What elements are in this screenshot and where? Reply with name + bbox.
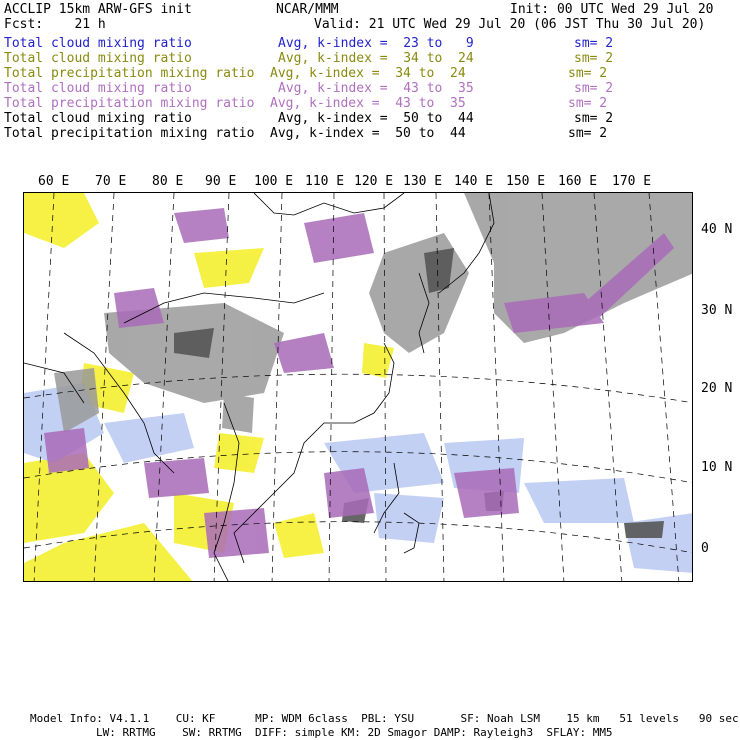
field-sm: sm= 2 (574, 81, 614, 96)
lon-label: 150 E (506, 174, 546, 189)
field-name: Total cloud mixing ratio (4, 51, 192, 66)
field-sm: sm= 2 (574, 51, 614, 66)
title-left: ACCLIP 15km ARW-GFS init (4, 2, 192, 17)
lat-label: 10 N (701, 460, 733, 475)
field-name: Total precipitation mixing ratio (4, 96, 255, 111)
lon-label: 80 E (152, 174, 184, 189)
field-name: Total cloud mixing ratio (4, 36, 192, 51)
lon-label: 100 E (254, 174, 294, 189)
lon-label: 70 E (95, 174, 127, 189)
field-range: Avg, k-index = 34 to 24 (270, 66, 466, 81)
lat-label: 20 N (701, 381, 733, 396)
lat-label: 30 N (701, 303, 733, 318)
lon-label: 160 E (558, 174, 598, 189)
field-name: Total cloud mixing ratio (4, 81, 192, 96)
field-name: Total precipitation mixing ratio (4, 126, 255, 141)
lon-label: 140 E (454, 174, 494, 189)
lon-label: 130 E (403, 174, 443, 189)
field-sm: sm= 2 (574, 111, 614, 126)
field-range: Avg, k-index = 34 to 24 (278, 51, 474, 66)
lon-label: 170 E (612, 174, 652, 189)
lat-label: 0 (701, 541, 709, 556)
field-range: Avg, k-index = 43 to 35 (270, 96, 466, 111)
field-range: Avg, k-index = 43 to 35 (278, 81, 474, 96)
field-range: Avg, k-index = 50 to 44 (270, 126, 466, 141)
field-sm: sm= 2 (574, 36, 614, 51)
field-sm: sm= 2 (568, 126, 608, 141)
field-range: Avg, k-index = 50 to 44 (278, 111, 474, 126)
init-time: Init: 00 UTC Wed 29 Jul 20 (510, 2, 714, 17)
lon-label: 90 E (205, 174, 237, 189)
valid-time: Valid: 21 UTC Wed 29 Jul 20 (06 JST Thu 30 Jul 20) (314, 17, 706, 32)
lon-label: 60 E (38, 174, 70, 189)
field-sm: sm= 2 (568, 96, 608, 111)
field-name: Total precipitation mixing ratio (4, 66, 255, 81)
lon-label: 120 E (354, 174, 394, 189)
lat-label: 40 N (701, 222, 733, 237)
forecast-map (23, 192, 693, 582)
forecast-hour: Fcst: 21 h (4, 17, 106, 32)
model-info-line1: Model Info: V4.1.1 CU: KF MP: WDM 6class PBL: YSU SF: Noah LSM 15 km 51 levels 90 sec (30, 712, 739, 725)
map-canvas (24, 193, 693, 582)
field-name: Total cloud mixing ratio (4, 111, 192, 126)
model-info-line2: LW: RRTMG SW: RRTMG DIFF: simple KM: 2D Smagor DAMP: Rayleigh3 SFLAY: MM5 (96, 726, 613, 739)
title-center: NCAR/MMM (276, 2, 339, 17)
field-range: Avg, k-index = 23 to 9 (278, 36, 474, 51)
lon-label: 110 E (305, 174, 345, 189)
field-sm: sm= 2 (568, 66, 608, 81)
